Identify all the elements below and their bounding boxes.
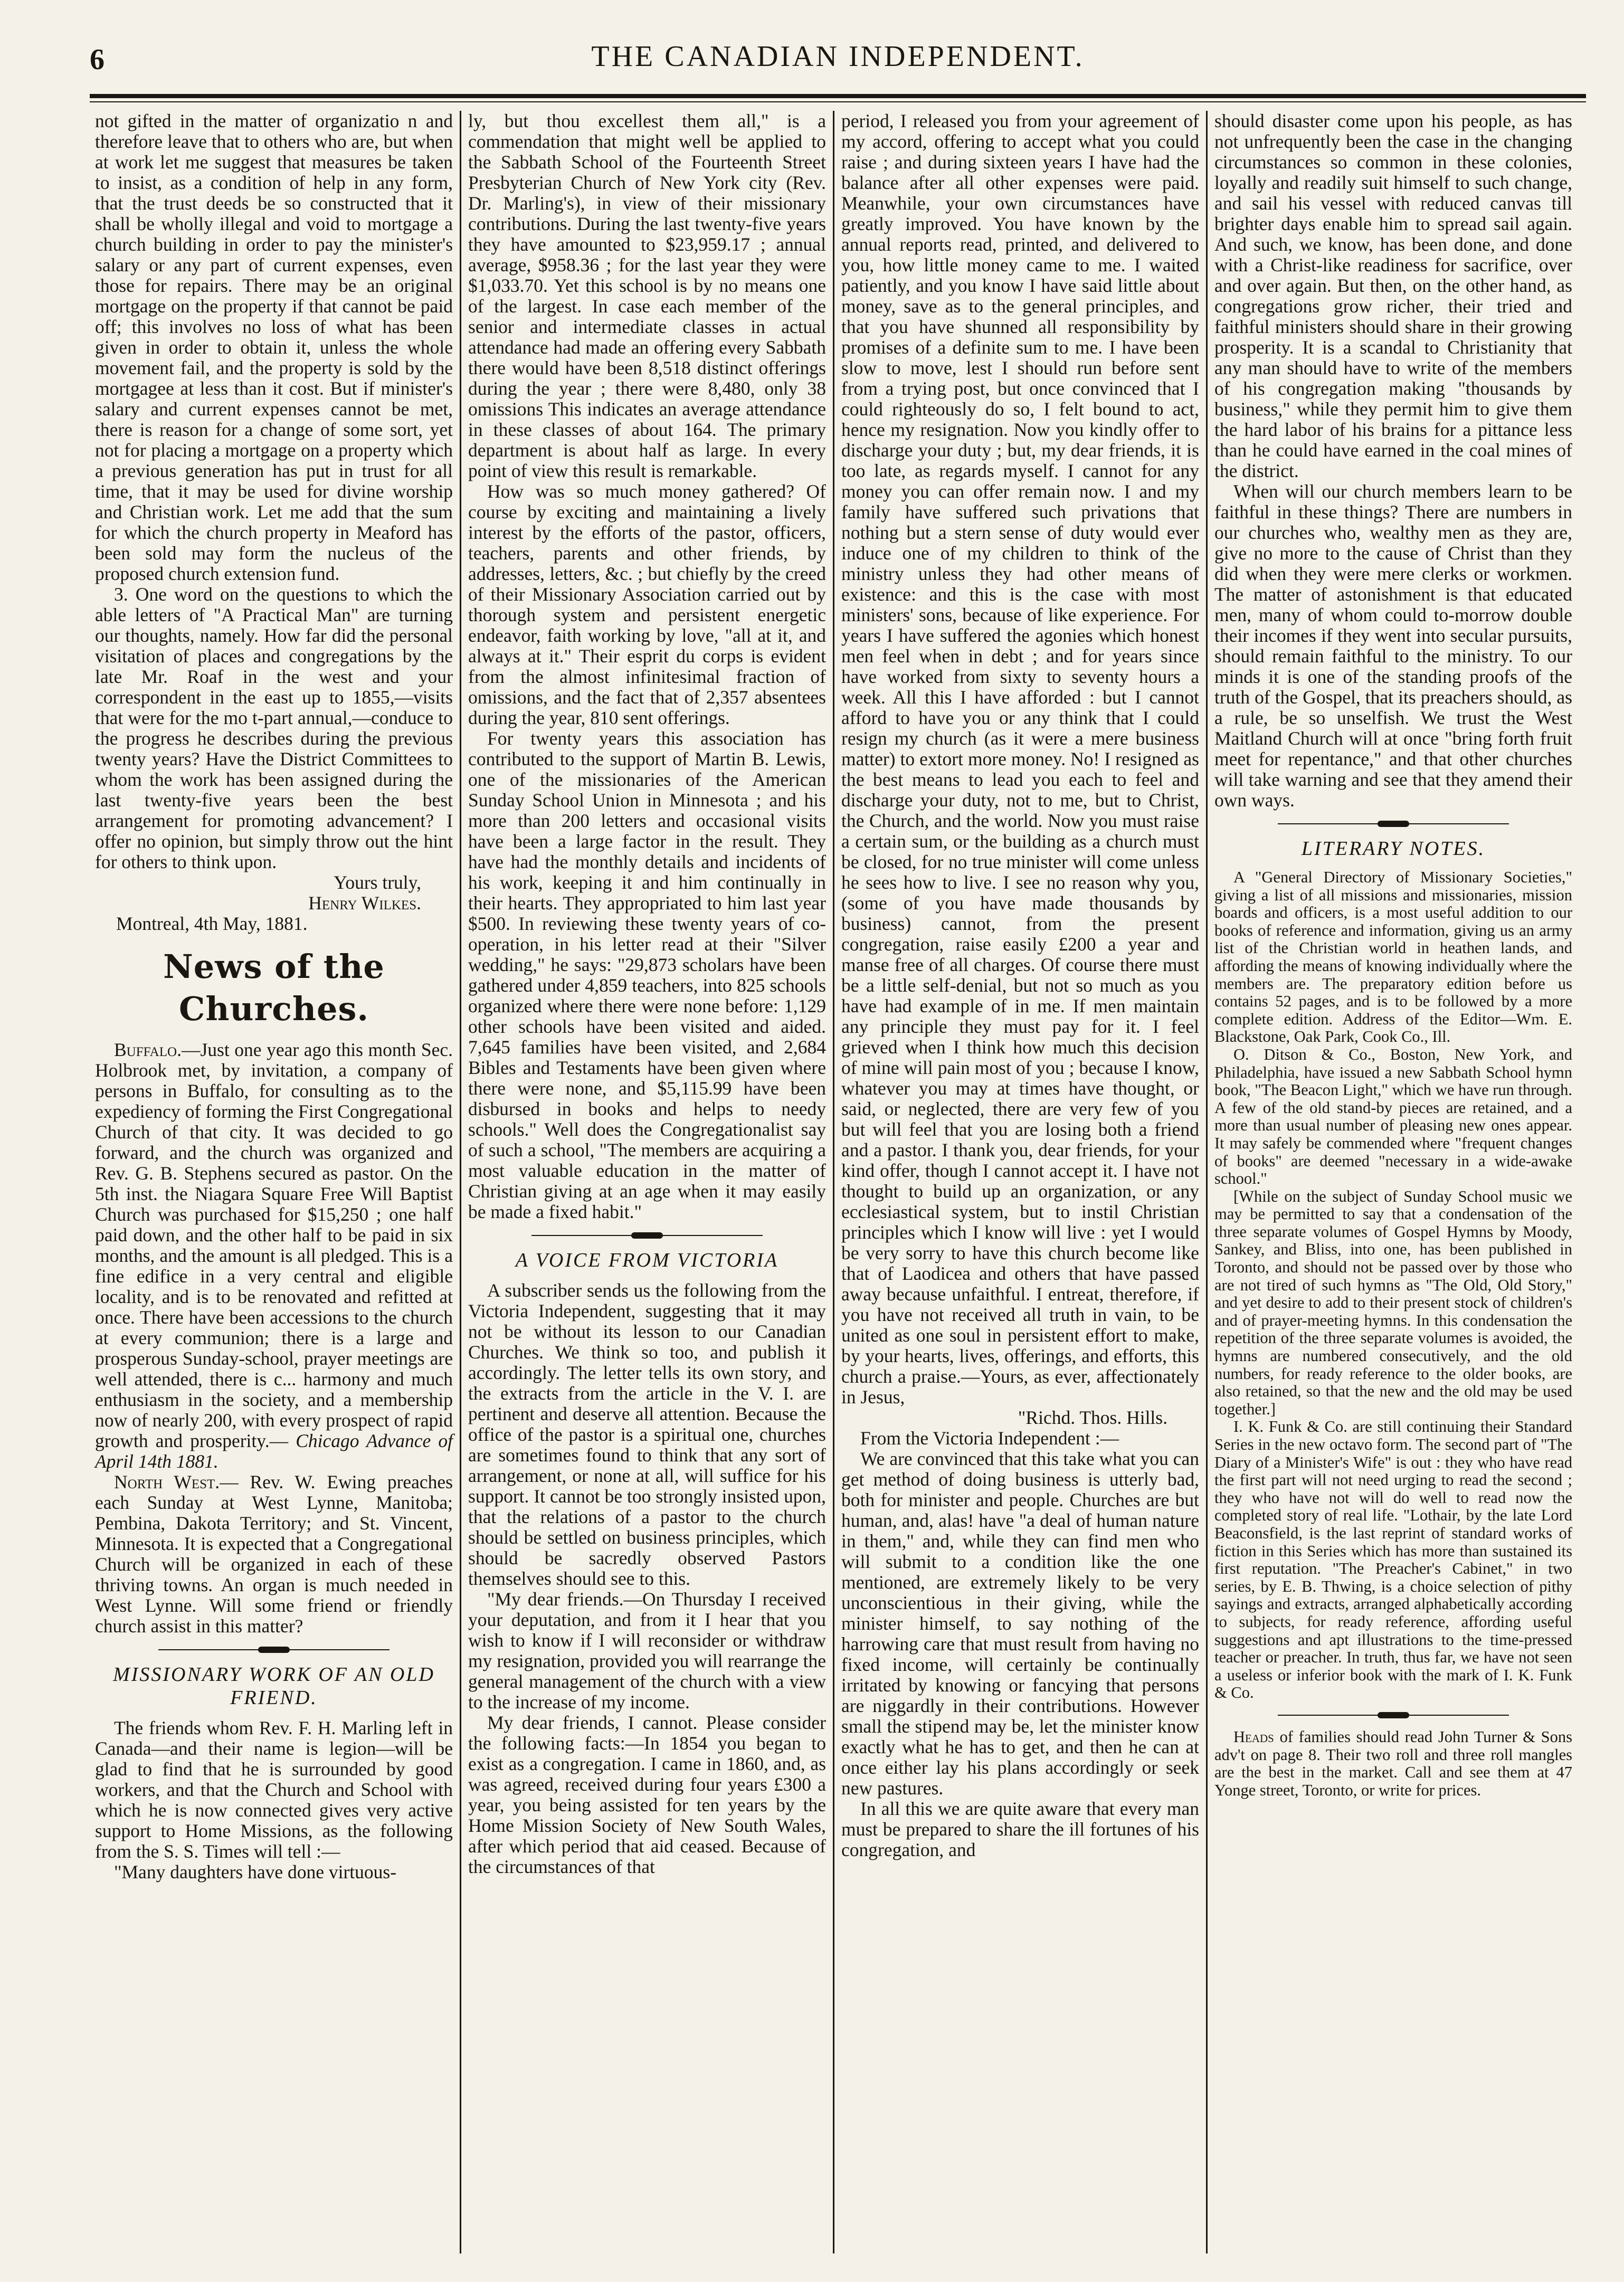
advertisement-notice: [1214, 1728, 1572, 1799]
letter-closing: Yours truly,: [334, 872, 421, 893]
literary-note: O. Ditson & Co., Boston, New York, and Philadelphia, have issued a new Sabbath School hymn book, "The Beacon Light," which we have run through. A few of the old stand-by pieces are retained, and a more than usual number of pleasing new ones appear. It may safely be commended where "frequent changes of books" are deemed "necessary in a wide-awake school.": [1214, 1045, 1572, 1188]
paragraph: "My dear friends.—On Thursday I received your deputation, and from it I hear that you wish to know if I will reconsider or withdraw my resignation, provided you will rearrange the general management of the church with a view to the increase of my income.: [468, 1589, 826, 1713]
news-item-text: — Rev. W. Ewing preaches each Sunday at West Lynne, Manitoba; Pembina, Dakota Territory; and St. Vincent, Minnesota. It is expected that a Congregational Church will be organized in each of these thriving towns. An organ is much needed in West Lynne. Will some friend or friendly church assist in this matter?: [95, 1471, 453, 1637]
news-item-label: North West.: [114, 1471, 220, 1492]
news-item-label: Buffalo.: [114, 1039, 182, 1060]
paragraph: In all this we are quite aware that every man must be prepared to share the ill fortunes of his congregation, and: [841, 1798, 1199, 1860]
section-heading-victoria: A VOICE FROM VICTORIA: [515, 1249, 779, 1271]
news-item-text: —Just one year ago this month Sec. Holbrook met, by invitation, a company of persons in Buffalo, for consulting as to the expediency of forming the First Congregational Church of that city. It was decided to go forward, and the church was organized and Rev. G. B. Stephens secured as pastor. On the 5th inst. the Niagara Square Free Will Baptist Church was purchased for $15,250 ; one half paid down, and the other half to be paid in six months, and the amount is all pledged. This is a fine edifice in a very central and eligible locality, and is to be renovated and refitted at once. There have been accessions to the church at every communion; there is a large and prosperous Sunday-school, prayer meetings are well attended, there is c... harmony and much enthusiasm in the society, and a membership now of nearly 200, with every prospect of rapid growth and prosperity.—: [95, 1039, 453, 1451]
section-heading-news: News of the Churches.: [163, 947, 385, 1028]
column-divider: [1206, 111, 1208, 2254]
paragraph: For twenty years this association has contributed to the support of Martin B. Lewis, one of the missionaries of the American Sunday School Union in Minnesota ; and his more than 200 letters and occasional visits have been a large factor in the result. They have had the monthly details and incidents of his work, keeping it and him continually in their hearts. They appropriated to him last year $500. In reviewing these twenty years of co-operation, in his letter read at their "Silver wedding," he says: "29,873 scholars have been gathered under 4,859 teachers, into 825 schools organized where there were none before: 1,129 other schools have been visited and aided. 7,645 families have been visited, and 2,684 Bibles and Testaments have been given where there were none, and $5,115.99 have been disbursed in books and helps to needy schools." Well does the Congregationalist say of such a school, "The members are acquiring a most valuable education in the matter of Christian giving at an age when it may easily be made a fixed habit.": [468, 728, 826, 1222]
paragraph: We are convinced that this take what you can get method of doing business is utterly bad, both for minister and people. Churches are but human, and, alas! have "a deal of human nature in them," and, while they can find men who will submit to a condition like the one mentioned, are extremely likely to be very unconscientious in their giving, while the minister himself, to say nothing of the harrowing care that must result from having no fixed income, will certainly be continually irritated by knowing or fancying that persons are niggardly in their contributions. However small the stipend may be, let the minister know exactly what he has to get, and then he can at once either lay his plans accordingly or seek new pastures.: [841, 1448, 1199, 1799]
paragraph: "Many daughters have done virtuous-: [114, 1861, 397, 1882]
notice-label: Heads: [1233, 1727, 1274, 1746]
paragraph: How was so much money gathered? Of course by exciting and maintaining a lively interest by the efforts of the pastor, officers, teachers, parents and other friends, by addresses, letters, &c. ; but chiefly by the creed of their Missionary Association carried out by thorough system and persistent energetic endeavor, faith working by love, "all at it, and always at it." Their esprit du corps is evident from the almost infinitesimal fraction of omissions, and the fact that of 2,357 absentees during the year, 810 sent offerings.: [468, 481, 826, 728]
paragraph: 3. One word on the questions to which the able letters of "A Practical Man" are turning our thoughts, namely. How far did the personal visitation of places and congregations by the late Mr. Roaf in the west and your correspondent in the east up to 1855,—visits that were for the mo t-part annual,—conduce to the progress he describes during the previous twenty years? Have the District Committees to whom the work has been assigned during the last twenty-five years been the best arrangement for promoting advancement? I offer no opinion, but simply throw out the hint for others to think upon.: [95, 584, 453, 872]
newspaper-title: THE CANADIAN INDEPENDENT.: [591, 40, 1085, 73]
paragraph: ly, but thou excellest them all," is a commendation that might well be applied to the Sabbath School of the Fourteenth Street Presbyterian Church of New York city (Rev. Dr. Marling's), in view of their missionary contributions. During the last twenty-five years they have amounted to $23,959.17 ; annual average, $958.36 ; for the last year they were $1,033.70. Yet this school is by no means one of the largest. In case each member of the senior and intermediate classes in actual attendance had made an offering every Sabbath there would have been 8,518 distinct offerings during the year ; there were 8,480, only 38 omissions This indicates an average attendance in these classes of about 164. The primary department is about half as large. In every point of view this result is remarkable.: [468, 111, 826, 481]
news-item: [95, 1040, 453, 1472]
article-columns: [90, 111, 1586, 2254]
news-item-source: Chicago Advance of April 14th 1881.: [95, 1430, 453, 1472]
section-heading-missionary: MISSIONARY WORK OF AN OLD FRIEND.: [113, 1663, 435, 1709]
header-rule: [90, 94, 1586, 98]
news-item: [95, 1472, 453, 1637]
notice-text: of families should read John Turner & Sons adv't on page 8. Their two roll and three roll mangles are the best in the market. Call and see them at 47 Yonge street, Toronto, or write for prices.: [1214, 1727, 1572, 1799]
column-1: [90, 111, 458, 2254]
column-2: [463, 111, 831, 2254]
paragraph: When will our church members learn to be faithful in these things? There are numbers in our churches who, wealthy men as they are, give no more to the cause of Christ than they did when they were mere clerks or workmen. The matter of astonishment is that educated men, many of whom could to-morrow double their incomes if they went into secular pursuits, should remain faithful to the ministry. To our minds it is one of the standing proofs of the truth of the Gospel, that its preachers should, as a rule, be so unselfish. We trust the West Maitland Church will at once "bring forth fruit meet for repentance," and that other churches will take warning and see that they amend their own ways.: [1214, 481, 1572, 811]
section-heading-literary: LITERARY NOTES.: [1301, 838, 1486, 860]
page-header: [90, 40, 1586, 92]
section-divider: [468, 1232, 826, 1239]
section-divider: [95, 1646, 453, 1653]
literary-note: I. K. Funk & Co. are still continuing their Standard Series in the new octavo form. The second part of "The Diary of a Minister's Wife" is out : they who have read the first part will not need urging to read the second ; they who have not will do well to read now the completed story of real life. "Lothair, by the late Lord Beaconsfield, is the last reprint of standard works of fiction in this Series which has more than sustained its first reputation. "The Preacher's Cabinet," in two series, by E. B. Thwing, is a choice selection of pithy sayings and extracts, arranged alphabetically according to subjects, for ready reference, affording useful suggestions and apt illustrations to the time-pressed teacher or preacher. In truth, thus far, we have not seen a useless or inferior book with the mark of I. K. Funk & Co.: [1214, 1418, 1572, 1702]
paragraph: should disaster come upon his people, as has not unfrequently been the case in the changing circumstances so common in these colonies, loyally and readily suit himself to such change, and sail his vessel with reduced canvas till brighter days enable him to spread sail again. And such, we know, has been done, and done with a Christ-like readiness for sacrifice, over and over again. But then, on the other hand, as congregations grow richer, their tried and faithful ministers should share in their growing prosperity. It is a scandal to Christianity that any man should have to write of the members of his congregation making "thousands by business," while they permit him to give them the hard labor of his brains for a pittance less than he could have earned in the coal mines of the district.: [1214, 111, 1572, 481]
page-number: 6: [90, 43, 105, 76]
paragraph: My dear friends, I cannot. Please consider the following facts:—In 1854 you began to exist as a congregation. I came in 1860, and, as was agreed, received during four years £300 a year, you being assisted for ten years by the Home Mission Society of New South Wales, after which period that aid ceased. Because of the circumstances of that: [468, 1712, 826, 1877]
paragraph: From the Victoria Independent :—: [860, 1428, 1119, 1449]
letter-dateline: Montreal, 4th May, 1881.: [116, 913, 308, 934]
literary-note: A "General Directory of Missionary Societies," giving a list of all missions and missionaries, mission boards and officers, is a most useful addition to our books of reference and information, giving us an army list of the Christian world in heathen lands, and affording the means of knowing individually where the members are. The preparatory edition before us contains 52 pages, and is to be followed by a more complete edition. Address of the Editor—Wm. E. Blackstone, Oak Park, Cook Co., Ill.: [1214, 868, 1572, 1046]
column-divider: [833, 111, 834, 2254]
letter-signature: "Richd. Thos. Hills.: [1018, 1407, 1167, 1428]
column-3: [836, 111, 1204, 2254]
paragraph: The friends whom Rev. F. H. Marling left in Canada—and their name is legion—will be glad to find that he is surrounded by good workers, and that the Church and School with which he is now connected gives very active support to Home Missions, as the following from the S. S. Times will tell :—: [95, 1717, 453, 1862]
literary-note: [While on the subject of Sunday School music we may be permitted to say that a condensation of the three separate volumes of Gospel Hymns by Moody, Sankey, and Bliss, into one, has been published in Toronto, and should not be passed over by those who are not tired of such hymns as "The Old, Old Story," and yet desire to add to their present stock of children's and of prayer-meeting hymns. In this condensation the repetition of the three separate volumes is avoided, the hymns are numbered consecutively, and the old numbers, for ready reference to the older books, are also retained, so that the new and the old may be used together.]: [1214, 1187, 1572, 1418]
section-divider: [1214, 820, 1572, 828]
paragraph: not gifted in the matter of organizatio n and therefore leave that to others who are, but when at work let me suggest that measures be taken to insist, as a condition of help in any form, that the trust deeds be so constructed that it shall be wholly illegal and void to mortgage a church building in order to pay the minister's salary or any part of current expenses, even those for repairs. There may be an original mortgage on the property if that cannot be paid off; this involves no loss of what has been given in order to obtain it, unless the whole movement fail, and the property is sold by the mortgagee at less than it cost. But if minister's salary and current expenses cannot be met, there is reason for a change of some sort, yet not for placing a mortgage on a property which a previous generation has put in trust for all time, that it may be used for divine worship and Christian work. Let me add that the sum for which the church property in Meaford has been sold may form the nucleus of the proposed church extension fund.: [95, 111, 453, 584]
paragraph: period, I released you from your agreement of my accord, offering to accept what you could raise ; and during sixteen years I have had the balance after all other expenses were paid. Meanwhile, your own circumstances have greatly improved. You have known by the annual reports read, printed, and delivered to you, how little money came to me. I waited patiently, and you know I have said little about money, save as to the general principles, and that you have shunned all responsibility by promises of a definite sum to me. I have been slow to move, lest I should run before sent from a trying post, but once convinced that I could righteously do so, I felt bound to act, hence my resignation. Now you kindly offer to discharge your duty ; but, my dear friends, it is too late, as regards myself. I cannot for any money you can offer remain now. I and my family have suffered such privations that nothing but a stern sense of duty would ever induce one of my children to think of the ministry unless they had other means of existence: and this is the case with most ministers' sons, because of like experience. For years I have suffered the agonies which honest men feel when in debt ; and for years since have worked from sixty to seventy hours a week. All this I have afforded : but I cannot afford to have you or any think that I could resign my church (as it were a mere business matter) to extort more money. No! I resigned as the best means to lead you each to feel and discharge your duty, not to me, but to Christ, the Church, and the world. Now you must raise a certain sum, or the building as a church must be closed, for no true minister will come unless he sees how to live. I see no reason why you, (some of you have made thousands by business) cannot, from the present congregation, raise easily £200 a year and manse free of all charges. Of course there must be a little self-denial, but not so much as you have had example of in me. If men maintain any principle they must pay for it. I feel grieved when I think how much this decision of mine will pain most of you ; because I know, whatever you may at times have thought, or said, or neglected, there are very few of you but will feel that you are losing both a friend and a pastor. I thank you, dear friends, for your kind offer, though I cannot accept it. I have not thought to build up an organization, or any ecclesiastical system, but to instil Christian principles which I know will live : yet I would be very sorry to have this church become like that of Laodicea and others that have passed away because unfaithful. I entreat, therefore, if you have not received all truth in vain, to be united as one soul in persistent effort to make, by your hearts, lives, offerings, and efforts, this church a praise.—Yours, as ever, affectionately in Jesus,: [841, 111, 1199, 1408]
header-rule-thin: [90, 101, 1586, 102]
column-divider: [460, 111, 461, 2254]
column-4: [1209, 111, 1578, 2254]
section-divider: [1214, 1711, 1572, 1719]
letter-signature: Henry Wilkes.: [308, 892, 421, 914]
paragraph: A subscriber sends us the following from the Victoria Independent, suggesting that it may not be without its lesson to our Canadian Churches. We think so too, and publish it accordingly. The letter tells its own story, and the extracts from the article in the V. I. are pertinent and deserve all attention. Because the office of the pastor is a spiritual one, churches are sometimes found to think that any sort of arrangement, or none at all, will suffice for his support. It cannot be too strongly insisted upon, that the relations of a pastor to the church should be settled on business principles, which should be sacredly observed Pastors themselves should see to this.: [468, 1280, 826, 1589]
